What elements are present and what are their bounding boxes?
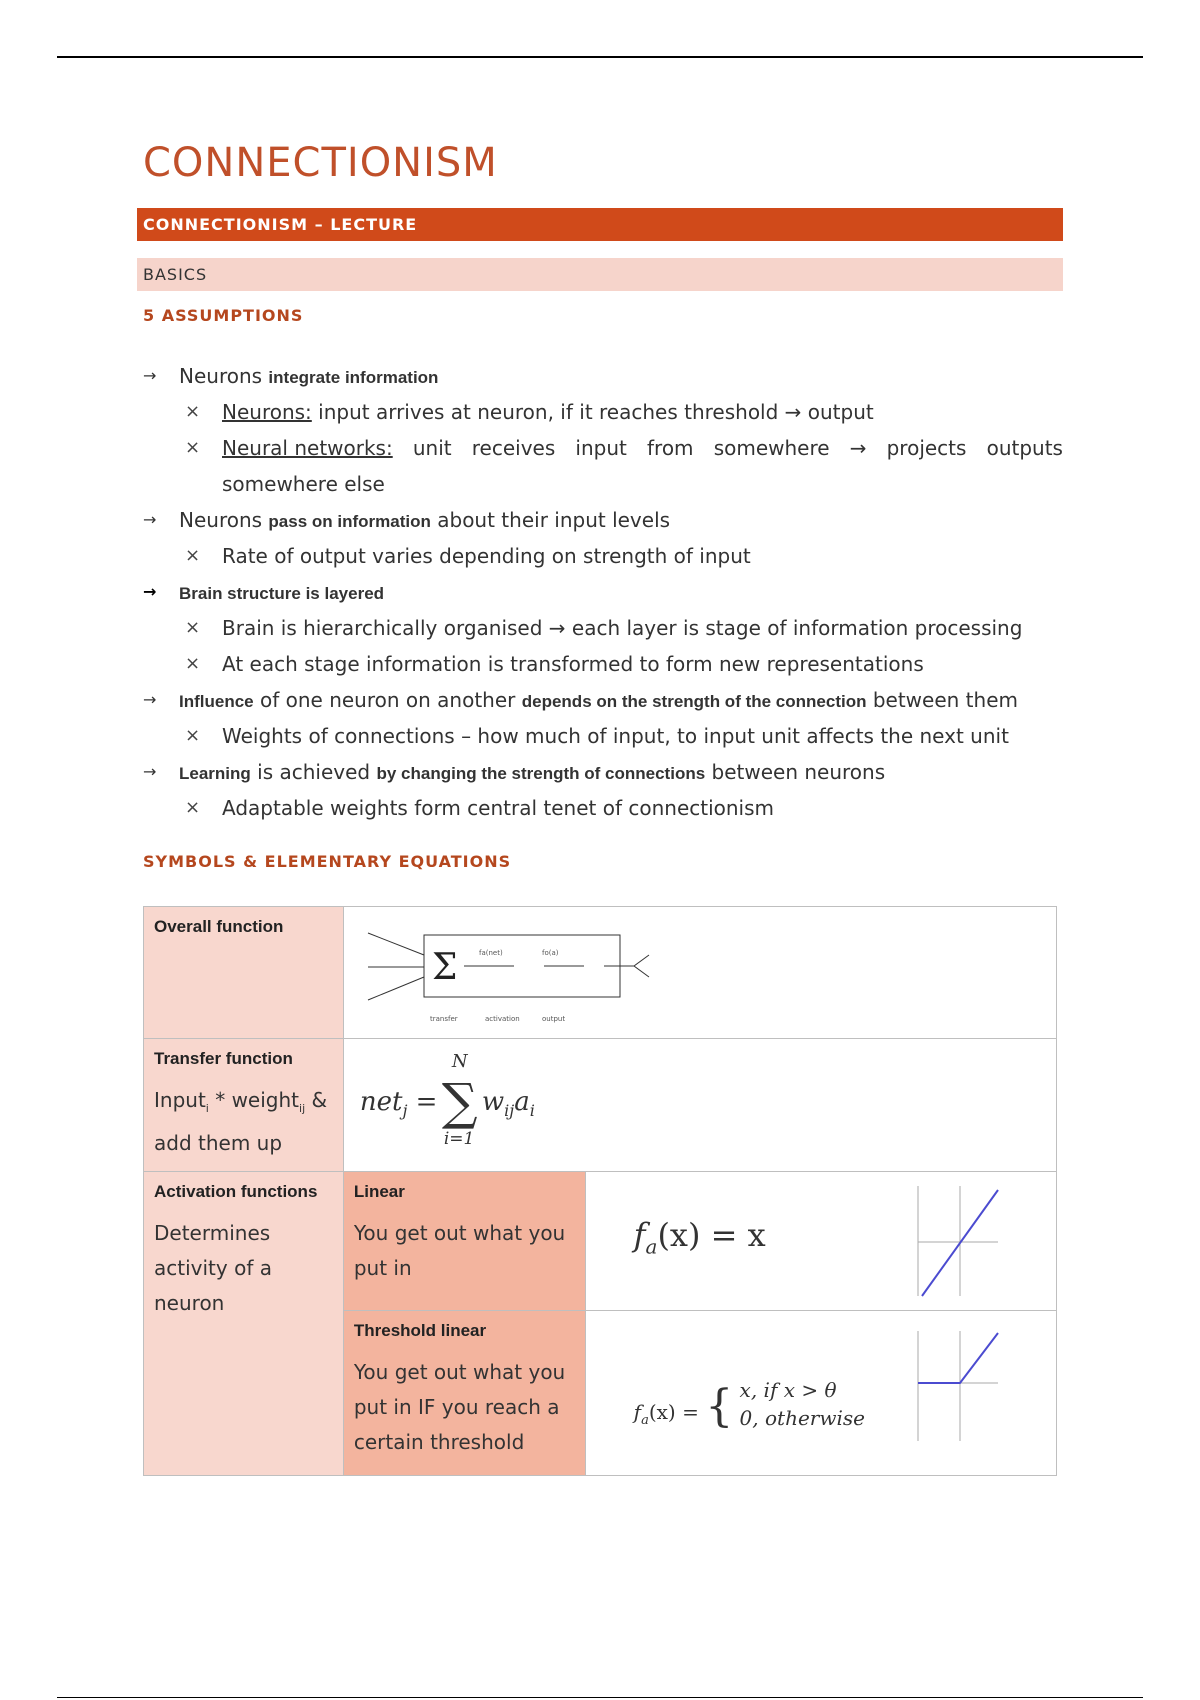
transfer-equation: net$_j$ = N ∑ i=1 $w_{ij}a_i$: [359, 1051, 535, 1149]
table-row: [144, 1172, 1057, 1311]
svg-text:transfer: transfer: [429, 1015, 458, 1023]
list-item: → Influence of one neuron on another depends on the strength of the connection between them: [143, 682, 1063, 718]
list-subitem: × Neurons: input arrives at neuron, if it reaches threshold → output: [143, 394, 1063, 430]
arrow-bullet-icon: →: [143, 366, 157, 385]
cross-bullet-icon: ×: [185, 617, 201, 638]
arrow-bullet-icon: →: [143, 690, 157, 709]
overall-label-cell: Overall function: [144, 907, 344, 1039]
svg-text:Σ: Σ: [431, 947, 458, 988]
linear-equation-cell: [585, 1172, 1056, 1311]
list-subitem-continuation: somewhere else: [222, 472, 385, 496]
list-subitem: × Weights of connections – how much of input, to input unit affects the next unit: [143, 718, 1063, 754]
svg-text:activation: activation: [484, 1015, 520, 1023]
list-item: → Learning is achieved by changing the strength of connections between neurons: [143, 754, 1063, 790]
threshold-plot-line: [918, 1333, 998, 1383]
list-item: → Neurons integrate information: [143, 358, 1063, 394]
cross-bullet-icon: ×: [185, 725, 201, 746]
lecture-banner: CONNECTIONISM – LECTURE: [137, 208, 1063, 241]
list-item: → Brain structure is layered: [143, 574, 1063, 610]
overall-diagram-cell: [343, 907, 1056, 1039]
list-item: → Neurons pass on information about their input levels: [143, 502, 1063, 538]
threshold-plot: [898, 1321, 1003, 1449]
header-rule: [57, 56, 1143, 58]
list-subitem: × At each stage information is transformed to form new representations: [143, 646, 1063, 682]
section-banner: BASICS: [137, 258, 1063, 291]
page-title: CONNECTIONISM: [143, 140, 498, 186]
cross-bullet-icon: ×: [185, 545, 201, 566]
transfer-description: Input$_i$ * weight$_{ij}$ & add them up: [154, 1088, 328, 1155]
cross-bullet-icon: ×: [185, 401, 201, 422]
assumptions-heading: 5 ASSUMPTIONS: [143, 306, 304, 325]
transfer-equation-cell: [343, 1039, 1056, 1172]
assumptions-list: [143, 358, 1063, 826]
linear-plot: [898, 1176, 1003, 1304]
linear-equation: $f_a(x) = x$: [633, 1216, 766, 1259]
neuron-diagram: [354, 915, 654, 1025]
arrow-bullet-icon: →: [143, 510, 157, 529]
list-subitem: × Brain is hierarchically organised → each layer is stage of information processing: [143, 610, 1063, 646]
svg-text:fa(net): fa(net): [478, 949, 503, 957]
svg-text:fo(a): fo(a): [541, 949, 559, 957]
svg-text:output: output: [541, 1015, 565, 1023]
linear-label-cell: Linear You get out what you put in: [343, 1172, 585, 1311]
cross-bullet-icon: ×: [185, 437, 201, 458]
cross-bullet-icon: ×: [185, 797, 201, 818]
list-subitem: × Adaptable weights form central tenet of connectionism: [143, 790, 1063, 826]
activation-label-cell: Activation functions Determines activity of a neuron: [144, 1172, 344, 1476]
transfer-label-cell: Transfer function Input$_i$ * weight$_{ij}$ & add them up: [144, 1039, 344, 1172]
table-row: [144, 1039, 1057, 1172]
equations-table: [143, 906, 1057, 1476]
symbols-heading: SYMBOLS & ELEMENTARY EQUATIONS: [143, 852, 512, 871]
list-subitem: × Neural networks: unit receives input from somewhere → projects outputs: [143, 430, 1063, 466]
arrow-bullet-icon: →: [143, 762, 157, 781]
threshold-equation: $f_a(x)$ = { x, if x > θ 0, otherwise: [633, 1377, 865, 1432]
list-subitem: × Rate of output varies depending on strength of input: [143, 538, 1063, 574]
arrow-bullet-icon: →: [143, 582, 157, 601]
threshold-label-cell: Threshold linear You get out what you put in IF you reach a certain threshold: [343, 1311, 585, 1476]
threshold-equation-cell: [585, 1311, 1056, 1476]
footer-rule: [57, 1697, 1143, 1698]
cross-bullet-icon: ×: [185, 653, 201, 674]
table-row: [144, 907, 1057, 1039]
